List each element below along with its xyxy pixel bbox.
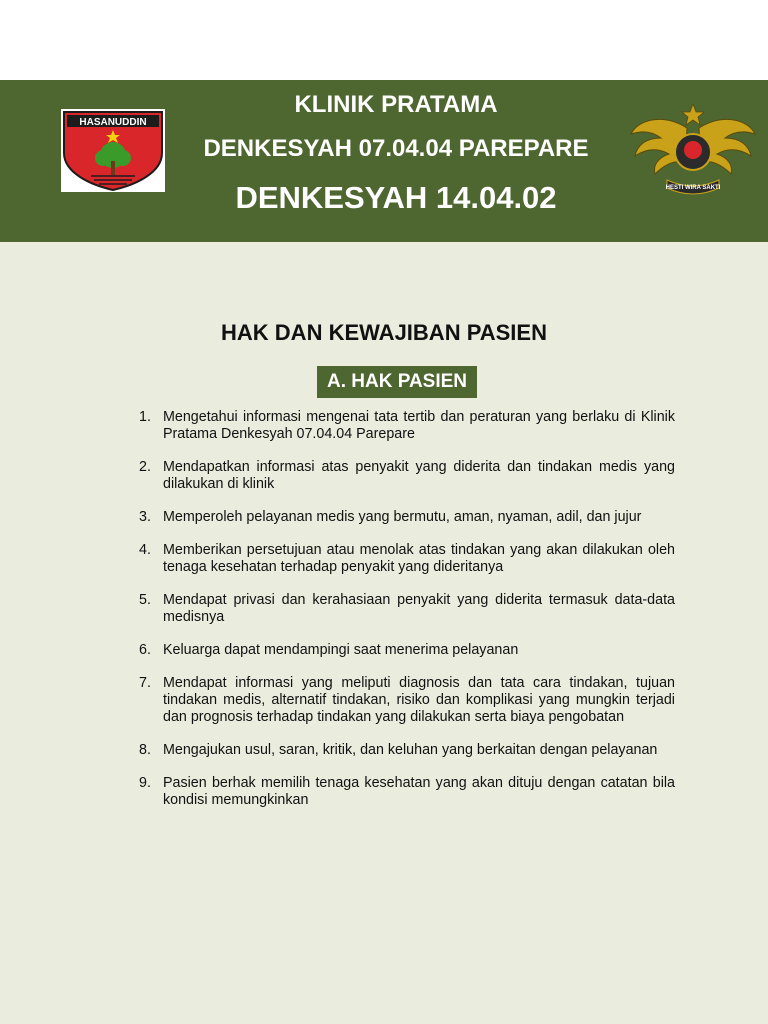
page-title: HAK DAN KEWAJIBAN PASIEN	[221, 320, 547, 345]
item-number: 7.	[139, 675, 151, 691]
item-text: Mengajukan usul, saran, kritik, dan keluhan yang berkaitan dengan pelayanan	[163, 742, 658, 758]
list-item	[139, 592, 675, 626]
top-margin	[0, 0, 768, 80]
emblem-motto: HESTI WIRA SAKTI	[665, 185, 721, 191]
emblem-label: HASANUDDIN	[79, 117, 147, 128]
rights-list	[139, 409, 675, 825]
item-text: Memberikan persetujuan atau menolak atas tindakan yang akan dilakukan oleh tenaga kesehatan terhadap penyakit yang dideritanya	[163, 542, 675, 575]
list-item	[139, 775, 675, 809]
list-item	[139, 675, 675, 726]
item-text: Mendapat privasi dan kerahasiaan penyakit yang diderita termasuk data-data medisnya	[163, 592, 675, 625]
item-text: Pasien berhak memilih tenaga kesehatan yang akan dituju dengan catatan bila kondisi memungkinkan	[163, 775, 675, 808]
army-emblem	[627, 100, 759, 200]
list-item	[139, 509, 675, 526]
item-number: 4.	[139, 542, 151, 558]
item-text: Keluarga dapat mendampingi saat menerima pelayanan	[163, 642, 519, 658]
clinic-code: DENKESYAH 14.04.02	[235, 180, 557, 215]
item-text: Mendapat informasi yang meliputi diagnosis dan tata cara tindakan, tujuan tindakan medis, alternatif tindakan, risiko dan komplikasi yang mungkin terjadi dan prognosis terhadap tindakan yang dilakukan serta biaya pengobatan	[163, 675, 675, 725]
item-text: Mendapatkan informasi atas penyakit yang diderita dan tindakan medis yang dilakukan di klinik	[163, 459, 675, 492]
list-item	[139, 642, 675, 659]
list-item	[139, 742, 675, 759]
item-number: 1.	[139, 409, 151, 425]
list-item	[139, 459, 675, 493]
clinic-name: KLINIK PRATAMA	[294, 91, 498, 118]
section-heading: A. HAK PASIEN	[317, 366, 477, 398]
header-banner	[0, 80, 768, 242]
item-number: 6.	[139, 642, 151, 658]
list-item	[139, 542, 675, 576]
clinic-unit: DENKESYAH 07.04.04 PAREPARE	[203, 135, 589, 162]
item-number: 5.	[139, 592, 151, 608]
list-item	[139, 409, 675, 443]
item-text: Memperoleh pelayanan medis yang bermutu, aman, nyaman, adil, dan jujur	[163, 509, 642, 525]
item-number: 3.	[139, 509, 151, 525]
item-number: 2.	[139, 459, 151, 475]
item-number: 9.	[139, 775, 151, 791]
item-text: Mengetahui informasi mengenai tata tertib dan peraturan yang berlaku di Klinik Pratama Denkesyah 07.04.04 Parepare	[163, 409, 675, 442]
item-number: 8.	[139, 742, 151, 758]
